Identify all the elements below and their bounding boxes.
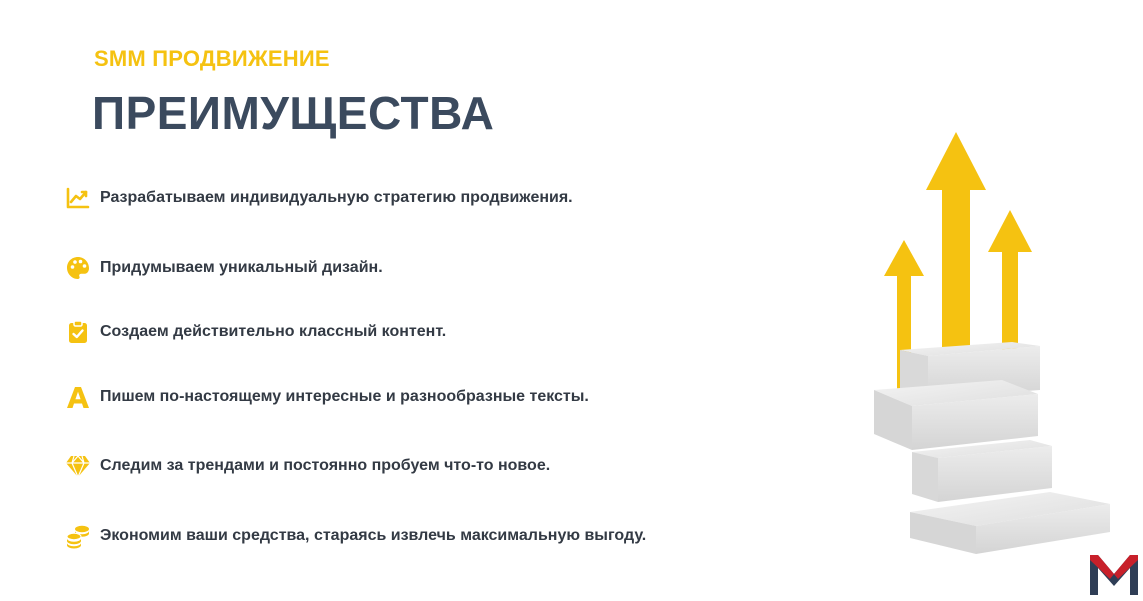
- benefit-text: Экономим ваши средства, стараясь извлечь максимальную выгоду.: [100, 527, 647, 544]
- benefit-text: Создаем действительно классный контент.: [100, 323, 447, 340]
- arrow-center-icon: [926, 132, 986, 348]
- step-third: [912, 440, 1052, 502]
- benefit-text: Разрабатываем индивидуальную стратегию продвижения.: [100, 189, 573, 206]
- benefit-text: Пишем по-настоящему интересные и разнообразные тексты.: [100, 388, 589, 405]
- brand-logo: [1088, 552, 1140, 597]
- clipboard-check-icon: [64, 318, 92, 346]
- stairs-arrows-illustration: [862, 128, 1122, 560]
- benefit-item-content: [64, 318, 446, 346]
- step-second: [874, 380, 1038, 450]
- benefit-item-design: [64, 254, 383, 282]
- benefit-item-texts: [64, 383, 589, 411]
- section-subtitle: SMM ПРОДВИЖЕНИЕ: [94, 46, 330, 71]
- benefit-item-trends: [64, 452, 550, 480]
- arrow-right-icon: [988, 210, 1032, 356]
- page-title: ПРЕИМУЩЕСТВА: [92, 87, 495, 139]
- benefit-item-savings: [64, 522, 646, 550]
- benefit-item-strategy: [64, 184, 573, 212]
- benefit-text: Следим за трендами и постоянно пробуем что-то новое.: [100, 457, 551, 474]
- coins-icon: [64, 522, 92, 550]
- benefit-text: Придумываем уникальный дизайн.: [100, 259, 383, 276]
- palette-icon: [64, 254, 92, 282]
- chart-trend-icon: [64, 184, 92, 212]
- diamond-icon: [64, 452, 92, 480]
- letter-a-icon: [64, 383, 92, 411]
